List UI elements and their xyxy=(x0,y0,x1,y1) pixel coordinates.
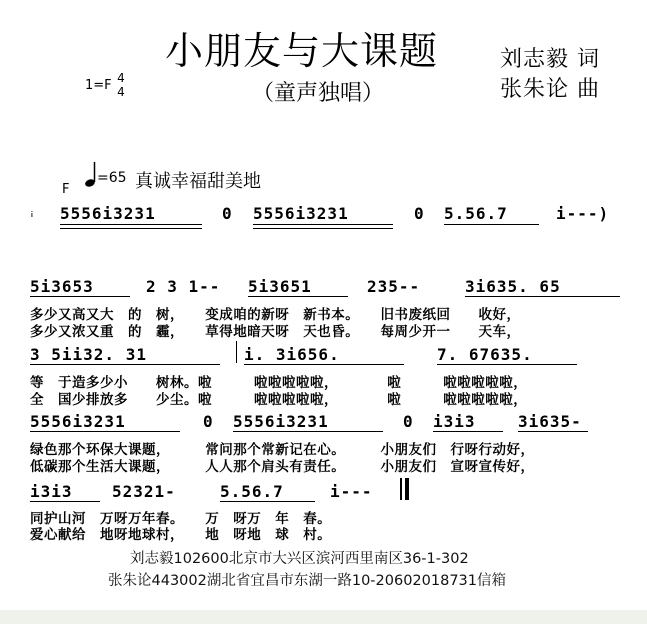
intro-measure-4: i---) xyxy=(556,204,610,223)
row1-measure-1: 5i3653 xyxy=(30,277,94,296)
segno-mark: ꜟ xyxy=(30,203,34,221)
row2-measure-1: 3 5ii32. 31 xyxy=(30,345,147,364)
window-bottom-edge xyxy=(0,610,647,624)
intro-measure-1: 5556i3231 xyxy=(60,204,156,223)
final-barline-thin xyxy=(400,478,402,500)
song-subtitle: （童声独唱） xyxy=(252,81,385,106)
intro-measure-2: 5556i3231 xyxy=(253,204,349,223)
row3-rest-2: 0 xyxy=(403,412,414,431)
row3-lyric-verse1: 绿色那个环保大课题， 常问那个常新记在心。 小朋友们 行呀行动好， xyxy=(30,442,535,458)
row3-measure-2: 5556i3231 xyxy=(233,412,329,431)
row4-lyric-verse2: 爱心献给 地呀地球村， 地 呀地 球 村。 xyxy=(30,527,332,543)
composer-credit: 张朱论 曲 xyxy=(500,77,600,102)
row2-lyric-verse1: 等 于造多少小 树林。啦 啦啦啦啦啦， 啦 啦啦啦啦啦， xyxy=(30,375,528,391)
row3-measure-3: i3i3 xyxy=(433,412,476,431)
row4-measure-1: i3i3 xyxy=(30,482,73,501)
row3-measure-4: 3i635- xyxy=(518,412,582,431)
expression-marking: 真诚幸福甜美地 xyxy=(135,171,261,192)
row2-measure-3: 7. 67635. xyxy=(437,345,533,364)
row4-measure-4: i--- xyxy=(330,482,373,501)
quarter-note-icon xyxy=(84,161,98,189)
row4-measure-2: 52321- xyxy=(112,482,176,501)
time-signature-bottom: 4 xyxy=(117,85,125,99)
row3-measure-1: 5556i3231 xyxy=(30,412,126,431)
footer-composer-address: 张朱论443002湖北省宜昌市东湖一路10-20602018731信箱 xyxy=(108,573,507,589)
intro-rest-2: 0 xyxy=(414,204,425,223)
time-signature xyxy=(116,71,126,99)
footer-lyricist-address: 刘志毅102600北京市大兴区滨河西里南区36-1-302 xyxy=(130,551,469,567)
final-barline-thick xyxy=(405,478,409,500)
intro-measure-3: 5.56.7 xyxy=(444,204,508,223)
row3-lyric-verse2: 低碳那个生活大课题， 人人那个肩头有责任。 小朋友们 宣呀宣传好， xyxy=(30,459,535,475)
lyricist-credit: 刘志毅 词 xyxy=(500,47,600,72)
row1-lyric-verse2: 多少又浓又重 的 霾， 草得地暗天呀 天也昏。 每周少开一 天车， xyxy=(30,324,521,340)
row4-lyric-verse1: 同护山河 万呀万年春。 万 呀万 年 春。 xyxy=(30,511,332,527)
barline xyxy=(236,341,237,363)
row2-measure-2: i. 3i656. xyxy=(244,345,340,364)
row1-measure-2: 2 3 1-- xyxy=(146,277,221,296)
row1-measure-4: 235-- xyxy=(367,277,421,296)
tempo-marking: =65 xyxy=(97,170,127,186)
row1-measure-3: 5i3651 xyxy=(248,277,312,296)
row2-lyric-verse2: 全 国少排放多 少尘。啦 啦啦啦啦啦， 啦 啦啦啦啦啦， xyxy=(30,392,528,408)
row1-measure-5: 3i635. 65 xyxy=(465,277,561,296)
chord-symbol: F xyxy=(62,182,70,197)
key-signature: 1=F xyxy=(85,78,112,93)
row4-measure-3: 5.56.7 xyxy=(220,482,284,501)
time-signature-top: 4 xyxy=(117,71,125,85)
intro-rest-1: 0 xyxy=(222,204,233,223)
row1-lyric-verse1: 多少又高又大 的 树， 变成咱的新呀 新书本。 旧书废纸回 收好， xyxy=(30,307,521,323)
row3-rest-1: 0 xyxy=(203,412,214,431)
song-title: 小朋友与大课题 xyxy=(165,29,439,73)
